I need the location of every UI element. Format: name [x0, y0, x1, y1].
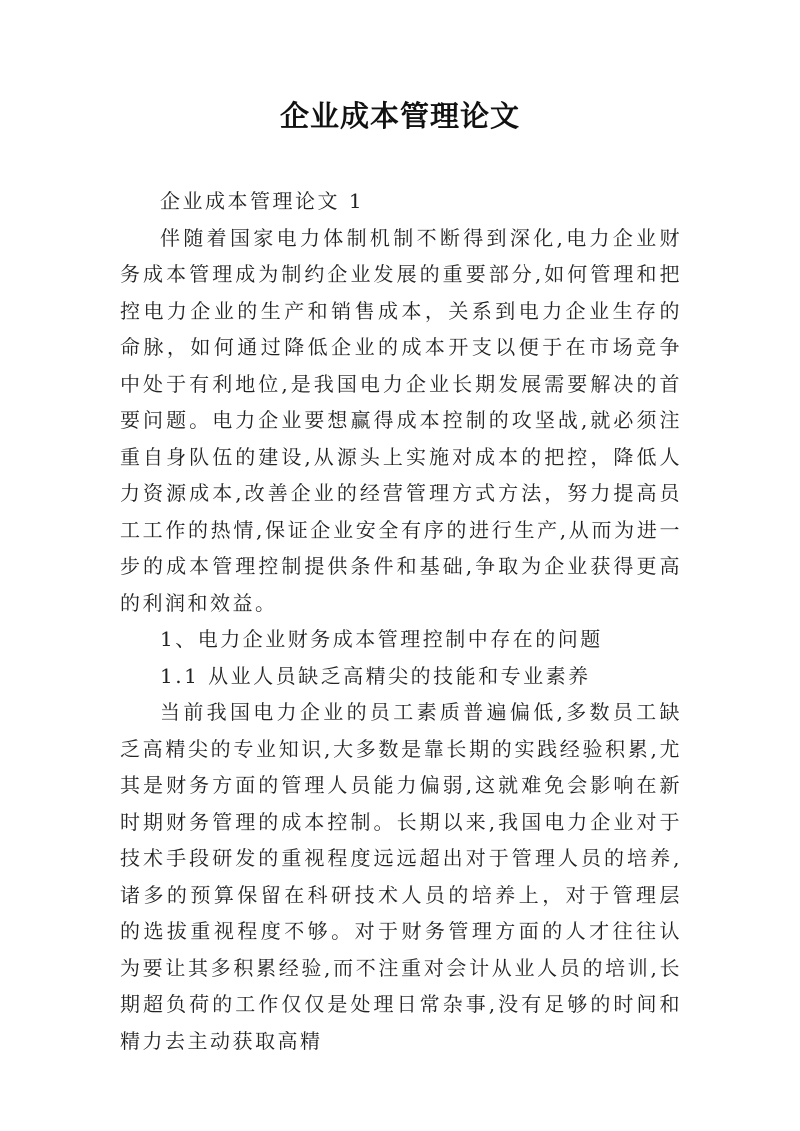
body-paragraph: 伴随着国家电力体制机制不断得到深化,电力企业财务成本管理成为制约企业发展的重要部分,如何管理和把控电力企业的生产和销售成本，关系到电力企业生存的命脉，如何通过降低企业的成本开支以便于在市场竞争中处于有利地位,是我国电力企业长期发展需要解决的首要问题。电力企业要想赢得成本控制的攻坚战,就必须注重自身队伍的建设,从源头上实施对成本的把控，降低人力资源成本,改善企业的经营管理方式方法，努力提高员工工作的热情,保证企业安全有序的进行生产,从而为进一步的成本管理控制提供条件和基础,争取为企业获得更高的利润和效益。 — [120, 225, 682, 615]
section-heading: 企业成本管理论文 1 — [160, 189, 365, 213]
subsection-heading: 1、电力企业财务成本管理控制中存在的问题 — [160, 627, 603, 651]
document-title: 企业成本管理论文 — [279, 99, 520, 133]
subsection-heading: 1.1 从业人员缺乏高精尖的技能和专业素养 — [160, 663, 591, 688]
body-paragraph: 当前我国电力企业的员工素质普遍偏低,多数员工缺乏高精尖的专业知识,大多数是靠长期的实践经验积累,尤其是财务方面的管理人员能力偏弱,这就难免会影响在新时期财务管理的成本控制。长期以来,我国电力企业对于技术手段研发的重视程度远远超出对于管理人员的培养,诸多的预算保留在科研技术人员的培养上，对于管理层的选拔重视程度不够。对于财务管理方面的人才往往认为要让其多积累经验,而不注重对会计从业人员的培训,长期超负荷的工作仅仅是处理日常杂事,没有足够的时间和精力去主动获取高精 — [120, 700, 682, 1053]
document-body — [120, 183, 682, 1059]
